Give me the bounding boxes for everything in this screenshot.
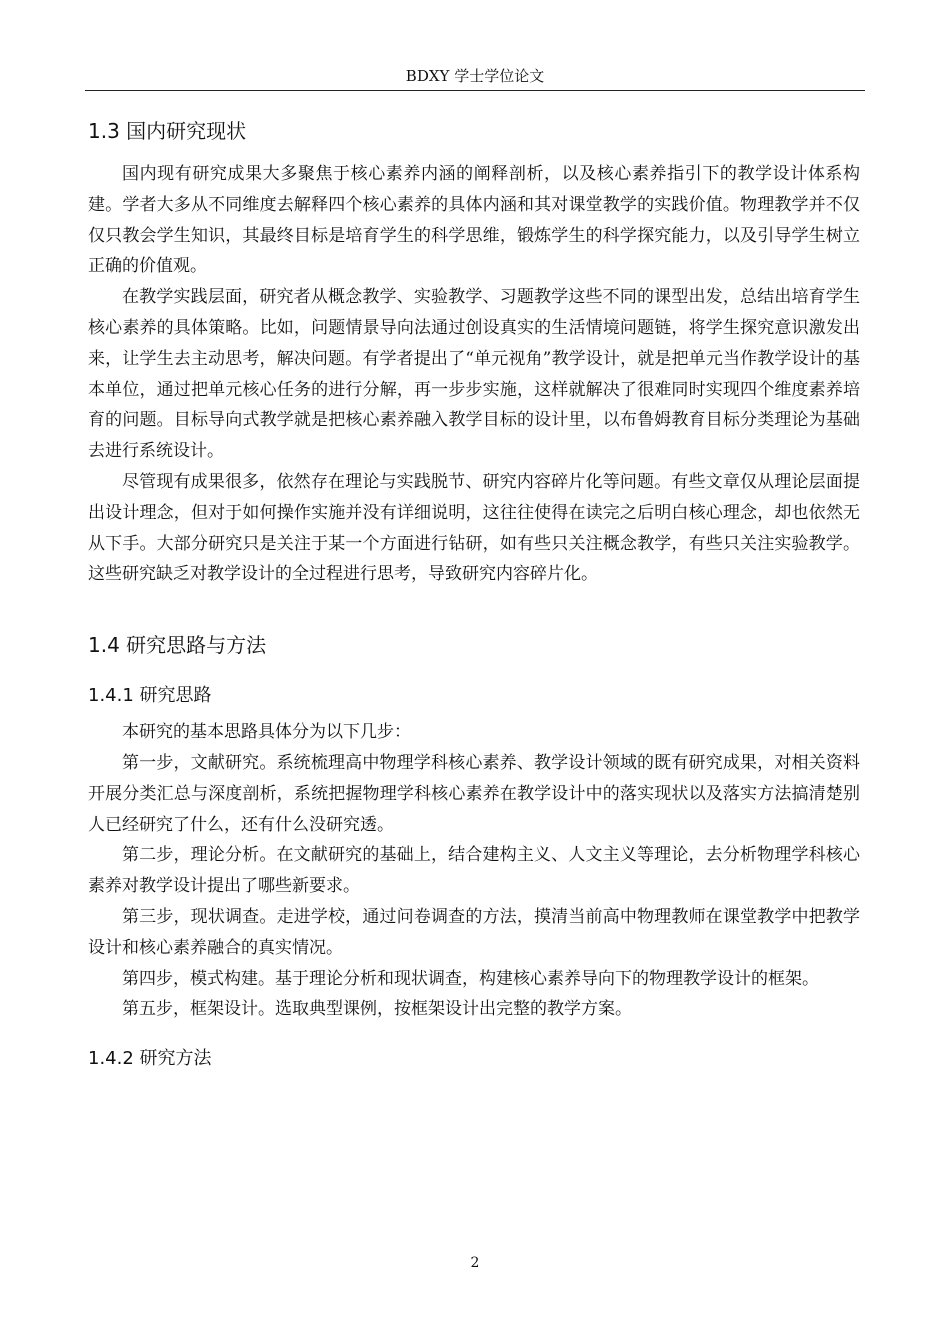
paragraph: 尽管现有成果很多，依然存在理论与实践脱节、研究内容碎片化等问题。有些文章仅从理论层面提出设计理念，但对于如何操作实施并没有详细说明，这往往使得在读完之后明白核心理念，却也依然无从下手。大部分研究只是关注于某一个方面进行钻研，如有些只关注概念教学，有些只关注实验教学。这些研究缺乏对教学设计的全过程进行思考，导致研究内容碎片化。 (88, 471, 860, 585)
running-header: BDXY 学士学位论文 (405, 67, 545, 85)
paragraph: 在教学实践层面，研究者从概念教学、实验教学、习题教学这些不同的课型出发，总结出培育学生核心素养的具体策略。比如，问题情景导向法通过创设真实的生活情境问题链，将学生探究意识激发出来，让学生去主动思考，解决问题。有学者提出了“单元视角”教学设计，就是把单元当作教学设计的基本单位，通过把单元核心任务的进行分解，再一步步实施，这样就解决了很难同时实现四个维度素养培育的问题。目标导向式教学就是把核心素养融入教学目标的设计里，以布鲁姆教育目标分类理论为基础去进行系统设计。 (88, 287, 860, 462)
paragraph: 本研究的基本思路具体分为以下几步： (122, 722, 411, 743)
header-rule (85, 90, 865, 91)
section-1-4-2-heading: 1.4.2 研究方法 (88, 1048, 212, 1070)
section-1-4-1-heading: 1.4.1 研究思路 (88, 685, 212, 707)
page-number: 2 (470, 1255, 480, 1271)
paragraph: 第二步，理论分析。在文献研究的基础上，结合建构主义、人文主义等理论，去分析物理学科核心素养对教学设计提出了哪些新要求。 (88, 845, 860, 897)
section-1-3-body (88, 159, 860, 590)
section-1-3-heading: 1.3 国内研究现状 (88, 119, 247, 143)
paragraph: 第三步，现状调查。走进学校，通过问卷调查的方法，摸清当前高中物理教师在课堂教学中把教学设计和核心素养融合的真实情况。 (88, 906, 860, 958)
paragraph: 第五步，框架设计。选取典型课例，按框架设计出完整的教学方案。 (122, 999, 632, 1020)
section-1-4-heading: 1.4 研究思路与方法 (88, 633, 267, 658)
section-1-4-1-body (88, 717, 860, 1025)
paragraph: 国内现有研究成果大多聚焦于核心素养内涵的阐释剖析，以及核心素养指引下的教学设计体系构建。学者大多从不同维度去解释四个核心素养的具体内涵和其对课堂教学的实践价值。物理教学并不仅仅只教会学生知识，其最终目标是培育学生的科学思维，锻炼学生的科学探究能力，以及引导学生树立正确的价值观。 (88, 164, 860, 277)
page-body (88, 110, 860, 1073)
paragraph: 第四步，模式构建。基于理论分析和现状调查，构建核心素养导向下的物理教学设计的框架。 (122, 968, 819, 989)
paragraph: 第一步，文献研究。系统梳理高中物理学科核心素养、教学设计领域的既有研究成果，对相关资料开展分类汇总与深度剖析，系统把握物理学科核心素养在教学设计中的落实现状以及落实方法搞清楚别人已经研究了什么，还有什么没研究透。 (88, 752, 860, 835)
